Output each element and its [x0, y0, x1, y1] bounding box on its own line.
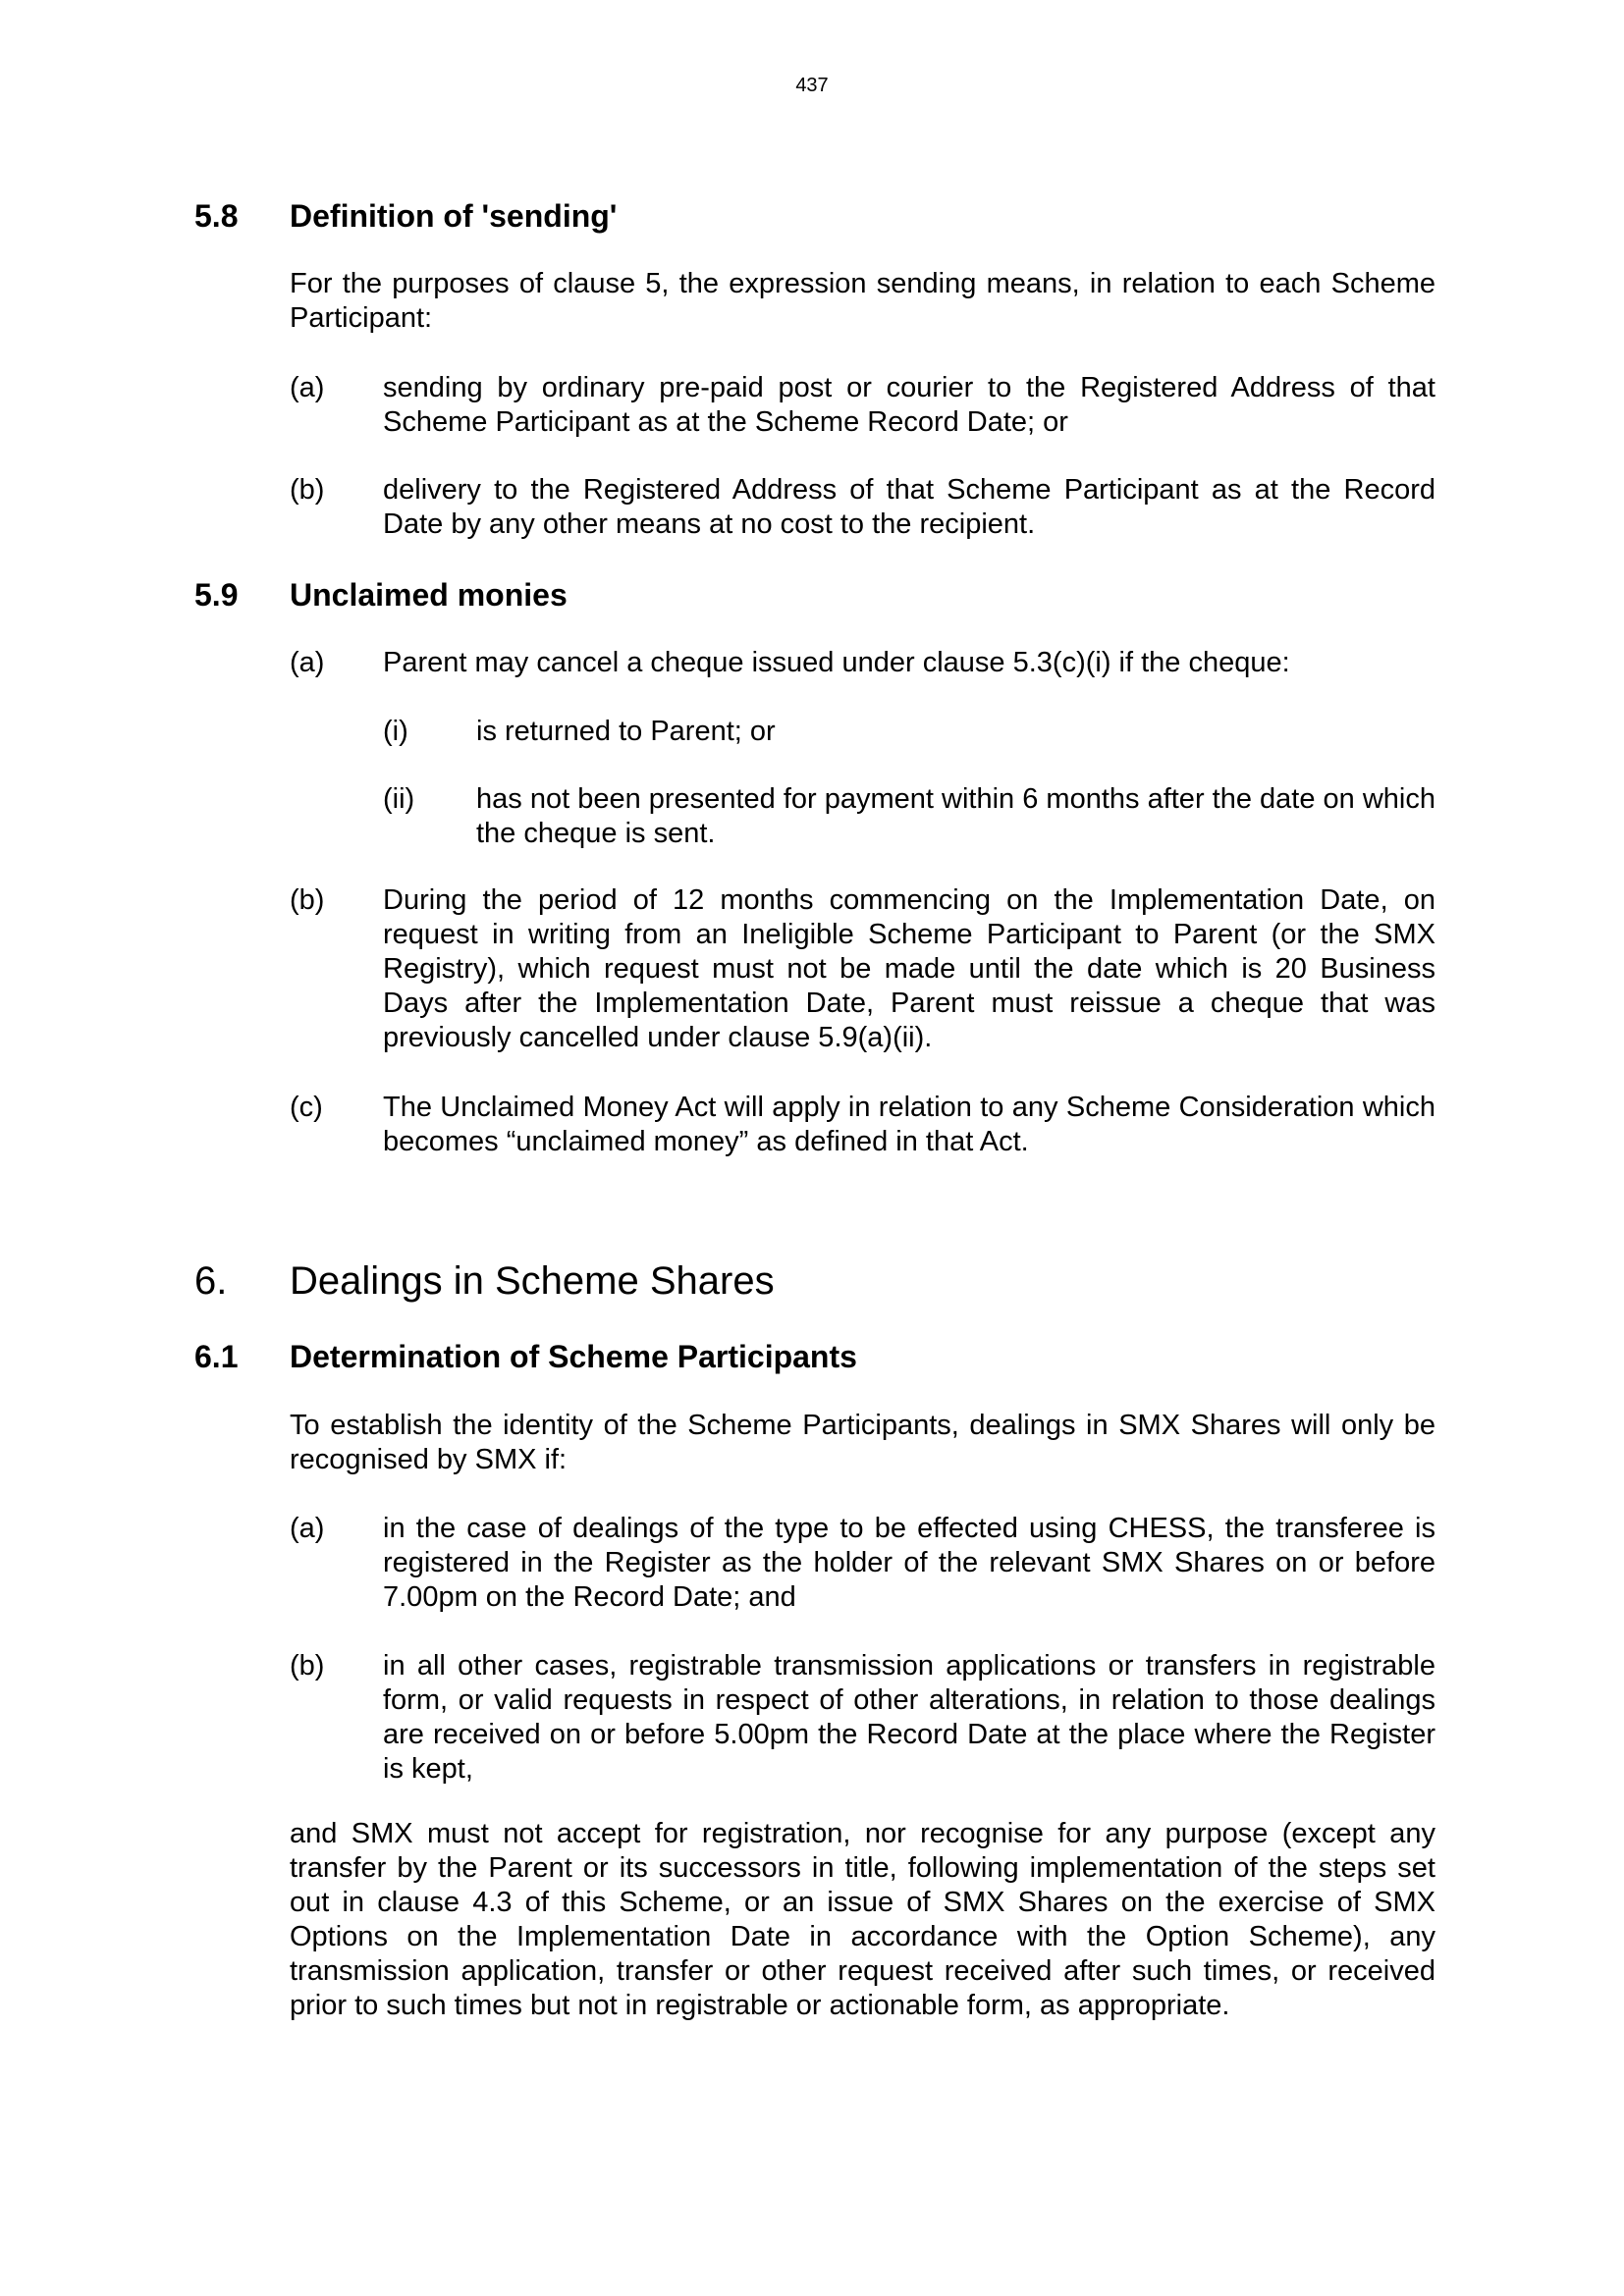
chapter-title: Dealings in Scheme Shares	[290, 1259, 775, 1303]
item-text: The Unclaimed Money Act will apply in relation to any Scheme Consideration which becomes “unclaimed money” as defined in that Act.	[383, 1092, 1435, 1157]
subitem-text: is returned to Parent; or	[476, 716, 776, 747]
item-label: (a)	[290, 372, 325, 403]
item-label: (a)	[290, 647, 325, 678]
item-text: delivery to the Registered Address of that Scheme Participant as at the Record Date by any other means at no cost to the recipient.	[383, 474, 1435, 540]
subitem-label: (i)	[383, 716, 408, 747]
section-title: Definition of 'sending'	[290, 198, 618, 234]
page-number: 437	[795, 75, 829, 96]
item-text: in all other cases, registrable transmission applications or transfers in registrable form, or valid requests in respect of other alterations, in relation to those dealings are received on or before 5.00pm the Record Date at the place where the Register is kept,	[383, 1650, 1435, 1785]
sub-list-item	[383, 715, 1435, 749]
item-text: During the period of 12 months commencing on the Implementation Date, on request in writing from an Ineligible Scheme Participant to Parent (or the SMX Registry), which request must not be made until the date which is 20 Business Days after the Implementation Date, Parent must reissue a cheque that was previously cancelled under clause 5.9(a)(ii).	[383, 884, 1435, 1053]
list-item	[290, 371, 1435, 440]
sub-list-item	[383, 782, 1435, 851]
section-number: 5.8	[194, 198, 239, 234]
subitem-text: has not been presented for payment within 6 months after the date on which the cheque is sent.	[476, 783, 1435, 849]
list-item	[290, 473, 1435, 542]
item-text: sending by ordinary pre-paid post or courier to the Registered Address of that Scheme Participant as at the Scheme Record Date; or	[383, 372, 1435, 438]
item-text: Parent may cancel a cheque issued under clause 5.3(c)(i) if the cheque:	[383, 647, 1290, 678]
item-label: (b)	[290, 884, 325, 916]
section-intro: For the purposes of clause 5, the expression sending means, in relation to each Scheme Participant:	[290, 268, 1435, 334]
subitem-label: (ii)	[383, 783, 415, 815]
item-label: (b)	[290, 1650, 325, 1682]
list-item	[290, 1649, 1435, 1787]
section-title: Determination of Scheme Participants	[290, 1339, 857, 1374]
section-title: Unclaimed monies	[290, 577, 568, 613]
section-number: 6.1	[194, 1339, 239, 1374]
list-item	[290, 646, 1435, 680]
section-intro: To establish the identity of the Scheme Participants, dealings in SMX Shares will only be recognised by SMX if:	[290, 1410, 1435, 1475]
item-label: (c)	[290, 1092, 323, 1123]
item-label: (a)	[290, 1513, 325, 1544]
item-label: (b)	[290, 474, 325, 506]
list-item	[290, 1091, 1435, 1159]
section-number: 5.9	[194, 577, 239, 613]
list-item	[290, 1512, 1435, 1615]
list-item	[290, 883, 1435, 1055]
item-text: in the case of dealings of the type to be effected using CHESS, the transferee is registered in the Register as the holder of the relevant SMX Shares on or before 7.00pm on the Record Date; and	[383, 1513, 1435, 1613]
chapter-number: 6.	[194, 1259, 228, 1303]
closing-paragraph: and SMX must not accept for registration, nor recognise for any purpose (except any transfer by the Parent or its successors in title, following implementation of the steps set out in clause 4.3 of this Scheme, or an issue of SMX Shares on the exercise of SMX Options on the Implementation Date in accordance with the Option Scheme), any transmission application, transfer or other request received after such times, or received prior to such times but not in registrable or actionable form, as appropriate.	[290, 1818, 1435, 2021]
